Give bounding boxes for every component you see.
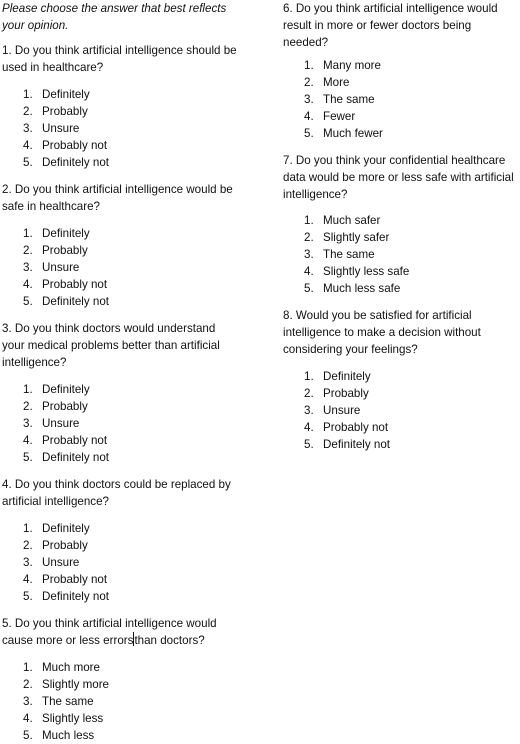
option-label: Definitely not [323, 438, 391, 451]
option-label: Probably [323, 387, 369, 400]
option[interactable] [2, 225, 254, 242]
option[interactable] [283, 419, 519, 436]
question-5-text-part-1: 5. Do you think artificial intelligence would cause more or less errors [2, 617, 217, 647]
option-label: Probably [42, 400, 88, 413]
option-number: 4. [304, 421, 314, 434]
option-label: Much less [42, 729, 95, 742]
option[interactable] [283, 263, 519, 280]
option-label: Probably not [323, 421, 389, 434]
option-label: Probably not [42, 434, 108, 447]
option-label: Much less safe [323, 282, 401, 295]
option[interactable] [283, 402, 519, 419]
option-label: Probably not [42, 278, 108, 291]
option-label: Unsure [42, 556, 80, 569]
question-8-options [283, 368, 519, 453]
option[interactable] [283, 91, 519, 108]
option-number: 3. [304, 248, 314, 261]
option[interactable] [283, 368, 519, 385]
option[interactable] [283, 74, 519, 91]
option[interactable] [2, 120, 254, 137]
option-label: The same [42, 695, 94, 708]
option[interactable] [2, 432, 254, 449]
option-number: 5. [304, 438, 314, 451]
option-label: Definitely [323, 370, 371, 383]
question-8 [283, 307, 519, 453]
option-label: Slightly less safe [323, 265, 410, 278]
option-number: 1. [23, 522, 33, 535]
question-3 [2, 320, 254, 466]
question-5-text [2, 615, 254, 649]
option-label: Slightly more [42, 678, 110, 691]
option-label: Definitely [42, 88, 90, 101]
option-number: 3. [23, 695, 33, 708]
option[interactable] [2, 520, 254, 537]
option-number: 2. [304, 76, 314, 89]
question-3-text: 3. Do you think doctors would understand your medical problems better than artificial intelligence? [2, 322, 220, 369]
option-label: Probably not [42, 139, 108, 152]
option[interactable] [2, 710, 254, 727]
option[interactable] [2, 449, 254, 466]
option-number: 1. [23, 661, 33, 674]
question-1-options [2, 86, 254, 171]
option[interactable] [2, 415, 254, 432]
option-label: Probably not [42, 573, 108, 586]
option[interactable] [2, 276, 254, 293]
option-label: The same [323, 93, 375, 106]
option-number: 2. [304, 387, 314, 400]
question-1 [2, 42, 254, 171]
question-2 [2, 181, 254, 310]
option-number: 2. [304, 231, 314, 244]
option[interactable] [2, 381, 254, 398]
option[interactable] [2, 259, 254, 276]
option[interactable] [2, 242, 254, 259]
option[interactable] [283, 385, 519, 402]
instructions: Please choose the answer that best reflects your opinion. [2, 2, 227, 32]
option[interactable] [283, 125, 519, 142]
option[interactable] [2, 103, 254, 120]
question-5-options [2, 659, 254, 744]
option-label: Probably [42, 539, 88, 552]
option[interactable] [283, 57, 519, 74]
option[interactable] [283, 212, 519, 229]
option-label: Slightly less [42, 712, 104, 725]
option-number: 4. [23, 139, 33, 152]
option-label: Probably [42, 244, 88, 257]
option-number: 1. [304, 214, 314, 227]
option-number: 5. [304, 127, 314, 140]
question-7-options [283, 212, 519, 297]
option-label: Definitely not [42, 451, 110, 464]
option[interactable] [2, 86, 254, 103]
option-label: Unsure [323, 404, 361, 417]
question-2-options [2, 225, 254, 310]
option-number: 5. [304, 282, 314, 295]
question-6-options [283, 57, 519, 142]
option[interactable] [283, 436, 519, 453]
option-number: 5. [23, 451, 33, 464]
option-number: 1. [23, 383, 33, 396]
option-number: 4. [23, 712, 33, 725]
right-column [283, 0, 519, 453]
option-number: 3. [304, 404, 314, 417]
question-8-text: 8. Would you be satisfied for artificial intelligence to make a decision without considering your feelings? [283, 309, 481, 356]
option-number: 1. [23, 227, 33, 240]
option-label: Much fewer [323, 127, 383, 140]
option[interactable] [2, 588, 254, 605]
option[interactable] [283, 280, 519, 297]
option[interactable] [283, 108, 519, 125]
option[interactable] [2, 137, 254, 154]
option-number: 3. [23, 556, 33, 569]
option[interactable] [2, 293, 254, 310]
option-label: Definitely [42, 522, 90, 535]
question-5-text-part-2: than doctors? [134, 634, 205, 647]
option[interactable] [283, 229, 519, 246]
question-4-text: 4. Do you think doctors could be replaced by artificial intelligence? [2, 478, 231, 508]
option-number: 4. [23, 573, 33, 586]
option-number: 1. [23, 88, 33, 101]
option[interactable] [283, 246, 519, 263]
option[interactable] [2, 676, 254, 693]
option-label: Definitely [42, 383, 90, 396]
option[interactable] [2, 727, 254, 744]
option-label: Probably [42, 105, 88, 118]
option-label: The same [323, 248, 375, 261]
question-6 [283, 0, 519, 142]
option-number: 2. [23, 539, 33, 552]
option[interactable] [2, 571, 254, 588]
option-number: 2. [23, 400, 33, 413]
question-6-text: 6. Do you think artificial intelligence would result in more or fewer doctors being needed? [283, 2, 498, 49]
option-label: Definitely not [42, 295, 110, 308]
option-number: 5. [23, 590, 33, 603]
left-column [2, 0, 254, 744]
option-number: 3. [304, 93, 314, 106]
option-number: 5. [23, 729, 33, 742]
option-label: Definitely not [42, 156, 110, 169]
option-number: 4. [304, 110, 314, 123]
question-7-text: 7. Do you think your confidential healthcare data would be more or less safe with artificial intelligence? [283, 154, 514, 201]
question-4-options [2, 520, 254, 605]
option[interactable] [2, 554, 254, 571]
option-number: 3. [23, 261, 33, 274]
option-number: 3. [23, 122, 33, 135]
question-1-text: 1. Do you think artificial intelligence should be used in healthcare? [2, 44, 237, 74]
question-4 [2, 476, 254, 605]
option-label: Much more [42, 661, 100, 674]
question-3-options [2, 381, 254, 466]
option-label: Unsure [42, 417, 80, 430]
option-number: 2. [23, 105, 33, 118]
option[interactable] [2, 398, 254, 415]
option-label: Much safer [323, 214, 381, 227]
option-label: Many more [323, 59, 381, 72]
option-number: 5. [23, 295, 33, 308]
option-label: Definitely not [42, 590, 110, 603]
option-number: 2. [23, 678, 33, 691]
option-label: Definitely [42, 227, 90, 240]
option-number: 1. [304, 370, 314, 383]
option-number: 5. [23, 156, 33, 169]
option-number: 3. [23, 417, 33, 430]
option-number: 1. [304, 59, 314, 72]
option-label: Unsure [42, 261, 80, 274]
option[interactable] [2, 154, 254, 171]
option-label: Slightly safer [323, 231, 390, 244]
option-label: More [323, 76, 350, 89]
option[interactable] [2, 693, 254, 710]
option[interactable] [2, 659, 254, 676]
option-number: 4. [23, 278, 33, 291]
question-2-text: 2. Do you think artificial intelligence would be safe in healthcare? [2, 183, 233, 213]
option-label: Unsure [42, 122, 80, 135]
option-number: 4. [23, 434, 33, 447]
option-number: 2. [23, 244, 33, 257]
option-number: 4. [304, 265, 314, 278]
option-label: Fewer [323, 110, 356, 123]
option[interactable] [2, 537, 254, 554]
question-7 [283, 152, 519, 297]
